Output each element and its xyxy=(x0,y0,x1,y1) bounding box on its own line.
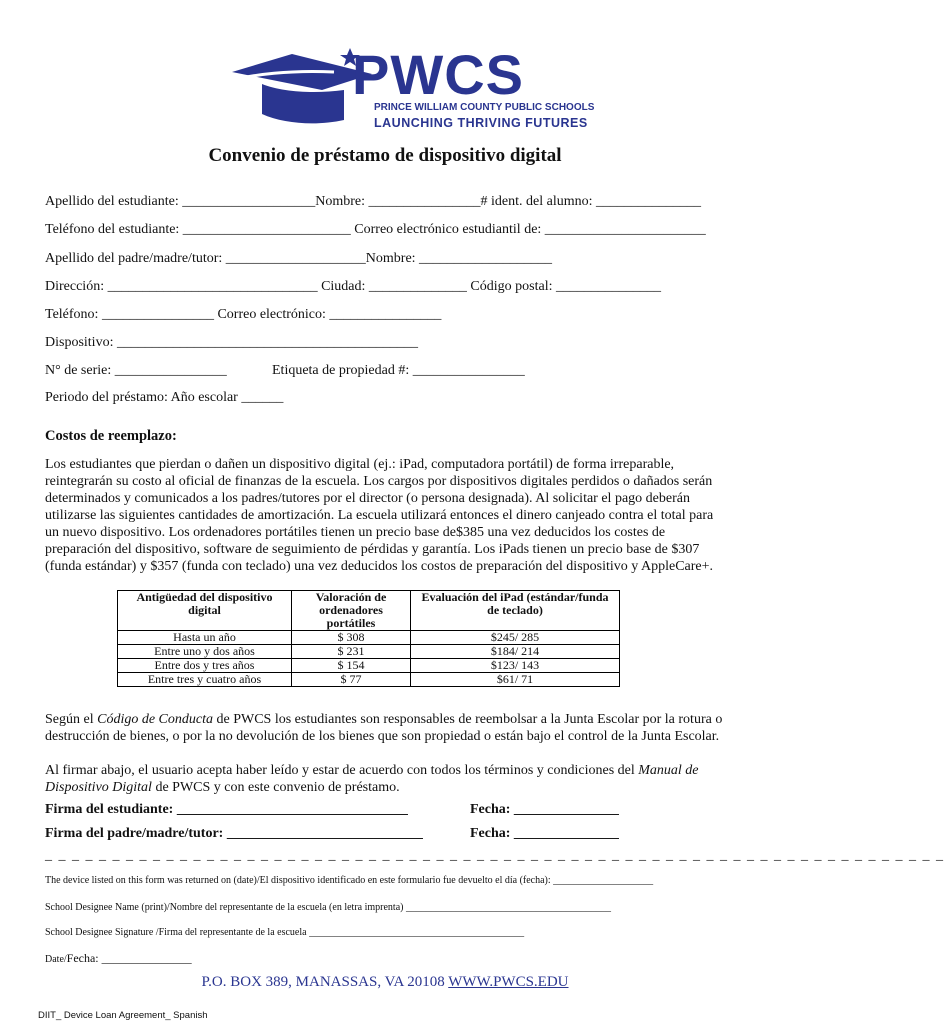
brand-line2: LAUNCHING THRIVING FUTURES xyxy=(374,116,588,130)
student-date-line[interactable]: Fecha: _______________ xyxy=(470,802,619,817)
table-cell: $184/ 214 xyxy=(411,645,620,659)
table-cell: $ 77 xyxy=(292,673,411,687)
designee-signature-line[interactable]: School Designee Signature /Firma del representante de la escuela ___________________________________________ xyxy=(45,927,525,938)
table-cell: $ 308 xyxy=(292,631,411,645)
table-header: Valoración de ordenadores portátiles xyxy=(292,591,411,631)
parent-name-line[interactable]: Apellido del padre/madre/tutor: ____________________Nombre: ___________________ xyxy=(45,251,553,266)
brand-line1: PRINCE WILLIAM COUNTY PUBLIC SCHOOLS xyxy=(374,102,595,113)
conduct-paragraph: Según el Código de Conducta de PWCS los estudiantes son responsables de reembolsar a la Junta Escolar por la rotura o destrucción de bienes, o por la no devolución de los bienes que son propiedad o están bajo el control de la Junta Escolar. xyxy=(45,712,723,744)
student-contact-line[interactable]: Teléfono del estudiante: ________________________ Correo electrónico estudiantil de: _______________________ xyxy=(45,222,706,237)
website-link[interactable]: WWW.PWCS.EDU xyxy=(448,974,569,990)
address-line[interactable]: Dirección: ______________________________ Ciudad: ______________ Código postal: _______________ xyxy=(45,279,661,294)
serial-line[interactable]: N° de serie: ________________ xyxy=(45,363,227,378)
table-row xyxy=(118,673,620,687)
brand-name: PWCS xyxy=(352,43,524,106)
parent-signature-line[interactable]: Firma del padre/madre/tutor: ____________________________ xyxy=(45,826,423,841)
table-cell: Entre tres y cuatro años xyxy=(118,673,292,687)
property-tag-line[interactable]: Etiqueta de propiedad #: ________________ xyxy=(272,363,525,378)
table-cell: $ 231 xyxy=(292,645,411,659)
pwcs-logo xyxy=(222,43,595,144)
table-cell: Entre dos y tres años xyxy=(118,659,292,673)
table-cell: $ 154 xyxy=(292,659,411,673)
cut-line-divider: _ _ _ _ _ _ _ _ _ _ _ _ _ _ _ _ _ _ _ _ _ _ _ _ _ _ _ _ _ _ _ _ _ _ _ _ _ _ _ _ _ _ _ _ _ _ _ _ _ _ _ _ _ _ _ _ _ _ _ _ _ _ _ _ _ _ _ xyxy=(45,848,945,863)
page-title: Convenio de préstamo de dispositivo digital xyxy=(208,145,562,166)
table-cell: Entre uno y dos años xyxy=(118,645,292,659)
table-header: Evaluación del iPad (estándar/funda de teclado) xyxy=(411,591,620,631)
table-row xyxy=(118,659,620,673)
table-cell: $245/ 285 xyxy=(411,631,620,645)
designee-name-line[interactable]: School Designee Name (print)/Nombre del representante de la escuela (en letra imprenta) _________________________________________ xyxy=(45,902,611,913)
footer-address: P.O. BOX 389, MANASSAS, VA 20108 WWW.PWCS.EDU xyxy=(201,974,569,990)
costs-heading: Costos de reemplazo: xyxy=(45,428,177,444)
table-cell: Hasta un año xyxy=(118,631,292,645)
device-line[interactable]: Dispositivo: ___________________________________________ xyxy=(45,335,418,350)
amortization-table xyxy=(117,590,620,687)
phone-email-line[interactable]: Teléfono: ________________ Correo electrónico: ________________ xyxy=(45,307,442,322)
student-name-line[interactable]: Apellido del estudiante: ___________________Nombre: ________________# ident. del alumno: _______________ xyxy=(45,194,701,209)
table-header-row xyxy=(118,591,620,631)
document-label: DIIT_ Device Loan Agreement_ Spanish xyxy=(38,1010,208,1021)
costs-paragraph: Los estudiantes que pierdan o dañen un dispositivo digital (ej.: iPad, computadora portátil) de forma irreparable, reintegrarán su costo al oficial de finanzas de la escuela. Los cargos por dispositivos digitales perdidos o dañados serán determinados y comunicados a los padres/tutores por el director (o persona designada). Al solicitar el pago deberán utilizarse las siguientes cantidades de amortización. La escuela utilizará entonces el dinero canjeado contra el total para un nuevo dispositivo. Los ordenadores portátiles tienen un precio base de$385 una vez deducidos los costes de preparación del dispositivo, software de seguimiento de pérdidas y garantía. Los iPads tienen un precio base de $307 (funda estándar) y $357 (funda con teclado) una vez deducidos los costos de preparación del dispositivo y AppleCare+. xyxy=(45,457,714,574)
student-signature-line[interactable]: Firma del estudiante: _________________________________ xyxy=(45,802,408,817)
table-row xyxy=(118,645,620,659)
loan-period-line[interactable]: Periodo del préstamo: Año escolar ______ xyxy=(45,390,284,405)
table-cell: $123/ 143 xyxy=(411,659,620,673)
agreement-paragraph: Al firmar abajo, el usuario acepta haber leído y estar de acuerdo con todos los términos y condiciones del Manual de Dispositivo Digital de PWCS y con este convenio de préstamo. xyxy=(45,763,699,795)
office-date-line[interactable]: Date/Fecha: _______________ xyxy=(45,951,192,965)
returned-date-line[interactable]: The device listed on this form was returned on (date)/El dispositivo identificado en este formulario fue devuelto el día (fecha): ____________________ xyxy=(45,875,654,886)
table-row xyxy=(118,631,620,645)
parent-date-line[interactable]: Fecha: _______________ xyxy=(470,826,619,841)
table-header: Antigüedad del dispositivo digital xyxy=(118,591,292,631)
table-cell: $61/ 71 xyxy=(411,673,620,687)
